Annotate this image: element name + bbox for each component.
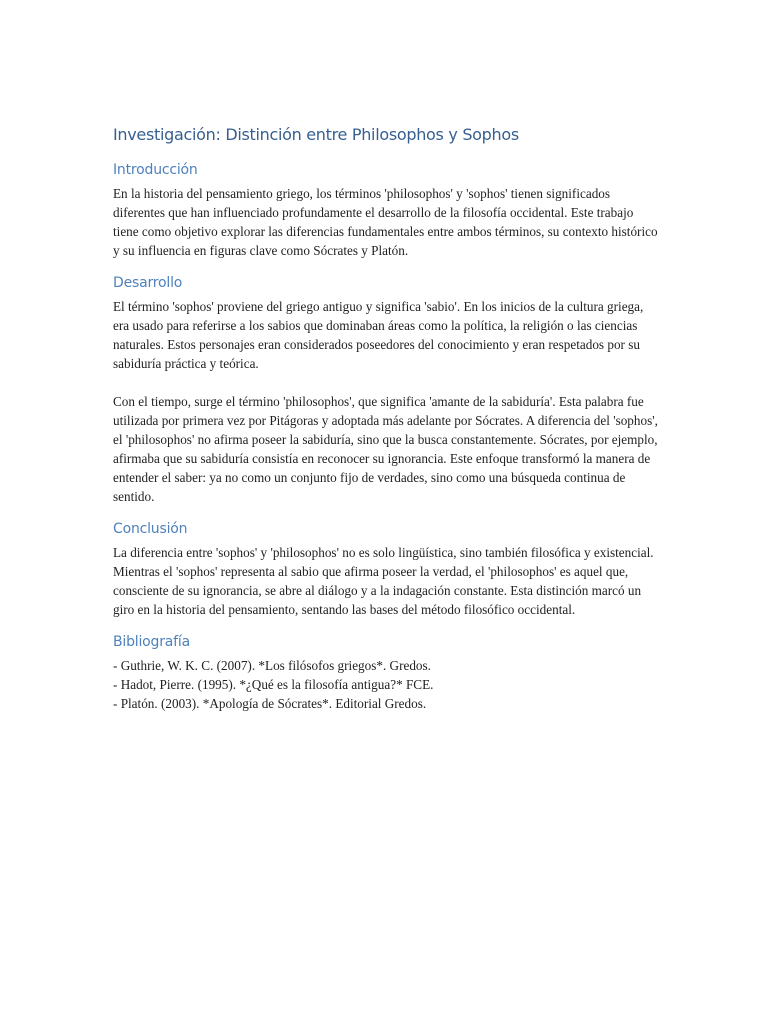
paragraph: El término 'sophos' proviene del griego antiguo y significa 'sabio'. En los inicios de la cultura griega, era usado para referirse a los sabios que dominaban áreas como la política, la religión o las ciencias naturales. Estos personajes eran considerados poseedores del conocimiento y eran respetados por su sabiduría práctica y teórica. <box>113 299 644 371</box>
bibliography-entry: - Guthrie, W. K. C. (2007). *Los filósofos griegos*. Gredos. <box>113 658 431 673</box>
section-introduccion <box>113 160 658 260</box>
paragraph: La diferencia entre 'sophos' y 'philosophos' no es solo lingüística, sino también filosófica y existencial. Mientras el 'sophos' representa al sabio que afirma poseer la verdad, el 'philosophos' es aquel que, consciente de su ignorancia, se abre al diálogo y a la indagación constante. Esta distinción marcó un giro en la historia del pensamiento, sentando las bases del método filosófico occidental. <box>113 545 654 617</box>
section-heading-desarrollo: Desarrollo <box>113 275 183 291</box>
paragraph-spacer <box>113 373 658 392</box>
paragraph: En la historia del pensamiento griego, los términos 'philosophos' y 'sophos' tienen significados diferentes que han influenciado profundamente el desarrollo de la filosofía occidental. Este trabajo tiene como objetivo explorar las diferencias fundamentales entre ambos términos, su contexto histórico y su influencia en figuras clave como Sócrates y Platón. <box>113 186 658 258</box>
document-page <box>113 124 658 726</box>
section-conclusion <box>113 519 658 619</box>
section-heading-introduccion: Introducción <box>113 162 198 178</box>
paragraph: Con el tiempo, surge el término 'philosophos', que significa 'amante de la sabiduría'. Esta palabra fue utilizada por primera vez por Pitágoras y adoptada más adelante por Sócrates. A diferencia del 'sophos', el 'philosophos' no afirma poseer la sabiduría, sino que la busca constantemente. Sócrates, por ejemplo, afirmaba que su sabiduría consistía en reconocer su ignorancia. Este enfoque transformó la manera de entender el saber: ya no como un conjunto fijo de verdades, sino como una búsqueda continua de sentido. <box>113 394 658 504</box>
bibliography-entry: - Hadot, Pierre. (1995). *¿Qué es la filosofía antigua?* FCE. <box>113 677 434 692</box>
section-heading-bibliografia: Bibliografía <box>113 634 190 650</box>
document-title: Investigación: Distinción entre Philosophos y Sophos <box>113 125 519 144</box>
section-desarrollo <box>113 273 658 506</box>
section-heading-conclusion: Conclusión <box>113 521 188 537</box>
bibliography-entry: - Platón. (2003). *Apología de Sócrates*. Editorial Gredos. <box>113 696 427 711</box>
section-bibliografia <box>113 632 658 713</box>
